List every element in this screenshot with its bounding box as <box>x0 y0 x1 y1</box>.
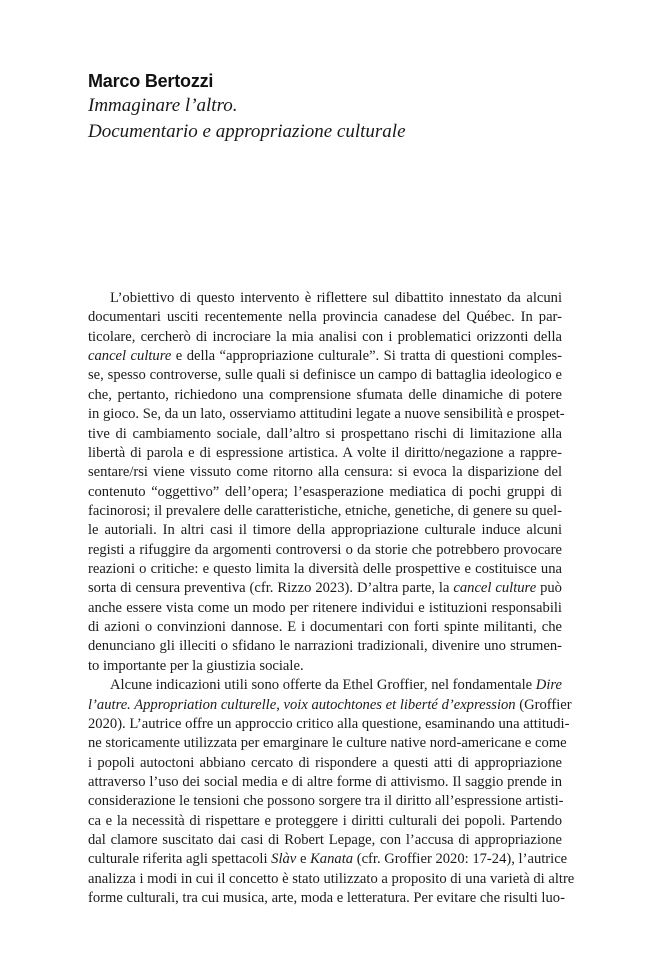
text-line <box>88 444 562 463</box>
text-line <box>88 676 562 695</box>
text-line <box>88 386 562 405</box>
text-line <box>88 715 570 734</box>
text-line <box>88 870 575 889</box>
text-span: libertà di parola e di espressione artistica. A volte il diritto/negazione a rappre- <box>88 444 562 461</box>
text-line <box>88 889 565 908</box>
text-span: di azioni o convinzioni dannose. E i documentari con forti spinte militanti, che <box>88 619 562 636</box>
italic-text-span: cancel culture <box>88 348 172 365</box>
text-line <box>88 560 562 579</box>
text-line <box>88 425 562 444</box>
body-text <box>88 289 575 909</box>
text-line <box>88 754 562 773</box>
text-line <box>88 463 562 482</box>
essay-title: Immaginare l’altro. <box>88 95 238 116</box>
italic-text-span: Dire <box>535 677 562 694</box>
text-span: tive di cambiamento sociale, dall’altro si prospettano rischi di limitazione alla <box>88 425 562 442</box>
text-line <box>88 541 562 560</box>
text-line <box>88 328 562 347</box>
text-line <box>88 637 562 656</box>
text-span: (Groffier <box>515 696 572 713</box>
text-line <box>88 599 562 618</box>
text-span: ca e la necessità di rispettare e proteggere i diritti culturali dei popoli. Partendo <box>88 812 562 829</box>
italic-text-span: Slàv <box>271 851 297 868</box>
text-span: e <box>296 851 311 868</box>
text-span: dal clamore suscitato dai casi di Robert Lepage, con l’accusa di appropriazione <box>88 832 562 849</box>
text-span: in gioco. Se, da un lato, osserviamo attitudini legate a nuove sensibilità e prospet- <box>88 406 565 423</box>
text-line <box>88 579 562 598</box>
text-line <box>88 521 562 540</box>
text-span: sorta di censura preventiva (cfr. Rizzo 2023). D’altra parte, la <box>88 580 454 597</box>
text-line <box>88 618 562 637</box>
text-span: documentari usciti recentemente nella provincia canadese del Québec. In par- <box>88 309 562 326</box>
text-span: considerazione le tensioni che possono sorgere tra il diritto all’espressione artisti- <box>88 793 564 810</box>
text-line <box>88 347 562 366</box>
text-line <box>88 657 562 676</box>
text-span: reazioni o critiche: e questo limita la diversità delle prospettive e costituisce una <box>88 561 562 578</box>
text-line <box>88 366 562 385</box>
text-span: facinorosi; il prevalere delle caratteristiche, etniche, genetiche, di genere su quel- <box>88 502 562 519</box>
text-span: ticolare, cercherò di incrociare la mia analisi con i problematici orizzonti della <box>88 328 562 345</box>
text-line <box>88 405 565 424</box>
italic-text-span: cancel culture <box>453 580 537 597</box>
author-name: Marco Bertozzi <box>88 71 214 91</box>
text-span: (cfr. Groffier 2020: 17-24), l’autrice <box>353 851 568 868</box>
text-span: e della “appropriazione culturale”. Si tratta di questioni comples- <box>171 348 562 365</box>
text-line <box>88 308 562 327</box>
text-line <box>88 696 572 715</box>
text-line <box>88 792 562 811</box>
text-span: denunciano gli illeciti o sfidano le narrazioni tradizionali, divenire uno strumen- <box>88 638 562 655</box>
text-span: registi a rifuggire da argomenti controversi o da storie che potrebbero provocare <box>88 541 562 558</box>
text-line <box>88 850 568 869</box>
text-span: ne storicamente utilizzata per emarginare le culture native nord-americane e come <box>88 735 567 752</box>
text-span: culturale riferita agli spettacoli <box>88 851 272 868</box>
text-line <box>88 289 562 308</box>
text-span: 2020). L’autrice offre un approccio critico alla questione, esaminando una attitudi- <box>88 715 570 732</box>
text-span: Alcune indicazioni utili sono offerte da Ethel Groffier, nel fondamentale <box>110 677 536 694</box>
text-span: L’obiettivo di questo intervento è riflettere sul dibattito innestato da alcuni <box>110 290 562 306</box>
text-span: forme culturali, tra cui musica, arte, moda e letteratura. Per evitare che risulti luo- <box>88 890 565 907</box>
text-line <box>88 734 567 753</box>
text-line <box>88 483 562 502</box>
italic-text-span: l’autre. Appropriation culturelle, voix autochtones et liberté d’expression <box>88 696 516 713</box>
text-span: che, pertanto, richiedono una comprensione sfumata delle dinamiche di potere <box>88 386 562 403</box>
text-span: può <box>536 580 562 597</box>
italic-text-span: Kanata <box>310 851 354 868</box>
text-span: contenuto “oggettivo” dell’opera; l’esasperazione mediatica di pochi gruppi di <box>88 483 562 500</box>
essay-subtitle: Documentario e appropriazione culturale <box>88 121 406 142</box>
text-span: sentare/rsi viene vissuto come ritorno alla censura: si evoca la disparizione del <box>88 464 562 481</box>
text-span: anche essere vista come un modo per ritenere individui e istituzioni responsabili <box>88 599 562 616</box>
text-span: to importante per la giustizia sociale. <box>88 657 304 674</box>
text-line <box>88 831 562 850</box>
text-span: se, spesso controverse, sulle quali si definisce un campo di battaglia ideologico e <box>88 367 562 384</box>
text-span: analizza i modi in cui il concetto è stato utilizzato a proposito di una varietà di altre <box>88 870 575 887</box>
text-line <box>88 812 562 831</box>
text-line <box>88 773 562 792</box>
text-span: le autoriali. In altri casi il timore della appropriazione culturale induce alcuni <box>88 522 562 539</box>
text-span: i popoli autoctoni abbiano cercato di rispondere a questi atti di appropriazione <box>88 754 562 771</box>
text-span: attraverso l’uso dei social media e di altre forme di attivismo. Il saggio prende in <box>88 773 562 790</box>
text-line <box>88 502 562 521</box>
